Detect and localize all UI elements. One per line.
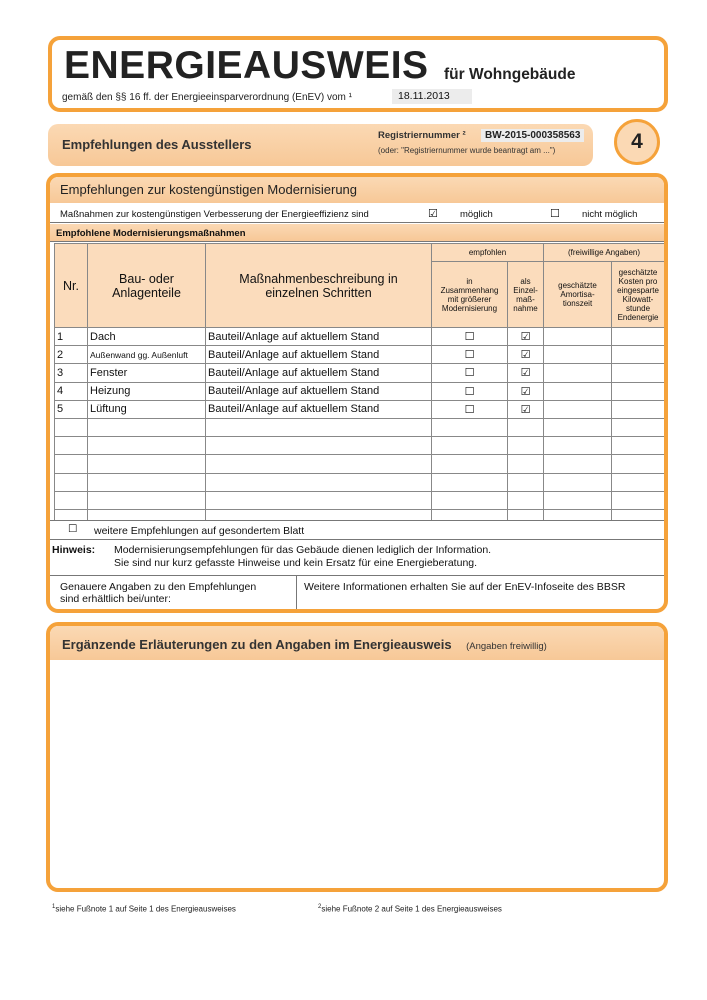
row-description: Bauteil/Anlage auf aktuellem Stand (206, 382, 432, 400)
row-component: Fenster (88, 364, 206, 382)
row-combined-checkbox (432, 418, 508, 436)
supplementary-note: (Angaben freiwillig) (466, 641, 547, 652)
row-cost (612, 382, 665, 400)
row-amortisation (544, 455, 612, 473)
table-row (55, 382, 665, 400)
row-description: Bauteil/Anlage auf aktuellem Stand (206, 346, 432, 364)
row-component (88, 455, 206, 473)
table-row (55, 491, 665, 509)
row-combined-checkbox[interactable]: ☐ (432, 346, 508, 364)
section-title: Empfehlungen des Ausstellers (62, 137, 252, 152)
bbsr-info-text: Weitere Informationen erhalten Sie auf der EnEV-Infoseite des BBSR (304, 581, 626, 593)
legal-basis-text: gemäß den §§ 16 ff. der Energieeinsparverordnung (EnEV) vom ¹ (62, 92, 352, 103)
table-row (55, 346, 665, 364)
not-possible-label: nicht möglich (582, 209, 638, 220)
row-single-checkbox[interactable]: ☑ (508, 364, 544, 382)
row-description (206, 455, 432, 473)
hint-block (50, 541, 664, 577)
row-component (88, 437, 206, 455)
detailed-info-text: Genauere Angaben zu den Empfehlungen sind erhältlich bei/unter: (60, 581, 257, 605)
row-nr: 3 (55, 364, 88, 382)
header-optional: (freiwillige Angaben) (544, 244, 665, 262)
row-combined-checkbox (432, 491, 508, 509)
hint-label: Hinweis: (52, 544, 96, 556)
hint-text-line1: Modernisierungsempfehlungen für das Gebäude dienen lediglich der Information. (114, 544, 492, 556)
row-cost (612, 473, 665, 491)
possible-label: möglich (460, 209, 493, 220)
row-nr: 5 (55, 400, 88, 418)
row-nr (55, 418, 88, 436)
row-component: Heizung (88, 382, 206, 400)
table-row (55, 400, 665, 418)
row-cost (612, 346, 665, 364)
row-nr (55, 437, 88, 455)
document-title: ENERGIEAUSWEIS (64, 44, 429, 87)
row-cost (612, 418, 665, 436)
table-row (55, 473, 665, 491)
row-amortisation (544, 437, 612, 455)
row-nr (55, 473, 88, 491)
row-component: Außenwand gg. Außenluft (88, 346, 206, 364)
section-header (48, 124, 593, 166)
measures-possible-row (50, 205, 664, 223)
registration-label: Registriernummer ² (378, 130, 466, 141)
recommended-measures-heading: Empfohlene Modernisierungsmaßnahmen (50, 224, 664, 242)
row-single-checkbox (508, 455, 544, 473)
document-header (48, 36, 668, 112)
row-amortisation (544, 346, 612, 364)
supplementary-title: Ergänzende Erläuterungen zu den Angaben im Energieausweis (62, 637, 452, 652)
row-cost (612, 437, 665, 455)
row-nr: 4 (55, 382, 88, 400)
row-nr: 2 (55, 346, 88, 364)
additional-recommendations-row (50, 520, 664, 540)
hint-text-line2: Sie sind nur kurz gefasste Hinweise und kein Ersatz für eine Energieberatung. (114, 557, 478, 569)
regulation-date: 18.11.2013 (392, 89, 472, 104)
header-nr: Nr. (55, 244, 88, 328)
additional-recommendations-label: weitere Empfehlungen auf gesondertem Blatt (94, 525, 305, 537)
additional-recommendations-checkbox[interactable]: ☐ (68, 523, 78, 535)
table-row (55, 418, 665, 436)
registration-note: (oder: "Registriernummer wurde beantragt am ...") (378, 146, 556, 155)
table-row (55, 437, 665, 455)
row-single-checkbox[interactable]: ☑ (508, 382, 544, 400)
info-row (50, 575, 664, 613)
row-single-checkbox (508, 437, 544, 455)
footnote-2: $^2$siehe Fußnote 2 auf Seite 1 des Energieausweises (318, 904, 502, 914)
row-component: Dach (88, 328, 206, 346)
row-component (88, 473, 206, 491)
row-combined-checkbox[interactable]: ☐ (432, 382, 508, 400)
row-amortisation (544, 328, 612, 346)
header-recommended: empfohlen (432, 244, 544, 262)
not-possible-checkbox[interactable]: ☐ (550, 208, 560, 220)
row-cost (612, 328, 665, 346)
row-cost (612, 491, 665, 509)
row-combined-checkbox[interactable]: ☐ (432, 364, 508, 382)
header-single-measure: als Einzel- maß- nahme (508, 262, 544, 328)
supplementary-title-bar (50, 626, 664, 660)
row-single-checkbox (508, 491, 544, 509)
row-combined-checkbox (432, 473, 508, 491)
row-component: Lüftung (88, 400, 206, 418)
row-single-checkbox (508, 418, 544, 436)
row-cost (612, 364, 665, 382)
row-amortisation (544, 491, 612, 509)
row-single-checkbox (508, 473, 544, 491)
row-description (206, 473, 432, 491)
possible-checkbox[interactable]: ☑ (428, 208, 438, 220)
row-component (88, 418, 206, 436)
table-row (55, 455, 665, 473)
header-description: Maßnahmenbeschreibung in einzelnen Schritten (206, 244, 432, 328)
page-number-badge: 4 (614, 119, 660, 165)
row-single-checkbox[interactable]: ☑ (508, 328, 544, 346)
table-row (55, 364, 665, 382)
row-combined-checkbox (432, 437, 508, 455)
header-component: Bau- oder Anlagenteile (88, 244, 206, 328)
header-combined: in Zusammenhang mit größerer Modernisierung (432, 262, 508, 328)
row-combined-checkbox[interactable]: ☐ (432, 328, 508, 346)
row-nr: 1 (55, 328, 88, 346)
measures-text: Maßnahmen zur kostengünstigen Verbesserung der Energieeffizienz sind (60, 209, 369, 220)
row-description: Bauteil/Anlage auf aktuellem Stand (206, 364, 432, 382)
row-nr (55, 491, 88, 509)
row-combined-checkbox[interactable]: ☐ (432, 400, 508, 418)
measures-table (54, 243, 665, 528)
header-amortisation: geschätzte Amortisa- tionszeit (544, 262, 612, 328)
row-description (206, 418, 432, 436)
row-cost (612, 455, 665, 473)
row-combined-checkbox (432, 455, 508, 473)
info-divider (296, 576, 297, 613)
footnote-1: $^1$siehe Fußnote 1 auf Seite 1 des Energieausweises (52, 904, 236, 914)
row-amortisation (544, 400, 612, 418)
row-amortisation (544, 364, 612, 382)
row-amortisation (544, 418, 612, 436)
registration-number: BW-2015-000358563 (481, 129, 584, 142)
header-cost-per-kwh: geschätzte Kosten pro eingesparte Kilowatt- stunde Endenergie (612, 262, 665, 328)
row-single-checkbox[interactable]: ☑ (508, 400, 544, 418)
row-cost (612, 400, 665, 418)
row-description (206, 491, 432, 509)
row-amortisation (544, 473, 612, 491)
row-description: Bauteil/Anlage auf aktuellem Stand (206, 328, 432, 346)
document-subtitle: für Wohngebäude (444, 66, 576, 83)
row-amortisation (544, 382, 612, 400)
row-description (206, 437, 432, 455)
row-single-checkbox[interactable]: ☑ (508, 346, 544, 364)
row-description: Bauteil/Anlage auf aktuellem Stand (206, 400, 432, 418)
supplementary-panel (46, 622, 668, 892)
table-row (55, 328, 665, 346)
row-nr (55, 455, 88, 473)
modernisation-panel (46, 173, 668, 613)
modernisation-title: Empfehlungen zur kostengünstigen Modernisierung (50, 177, 664, 203)
row-component (88, 491, 206, 509)
